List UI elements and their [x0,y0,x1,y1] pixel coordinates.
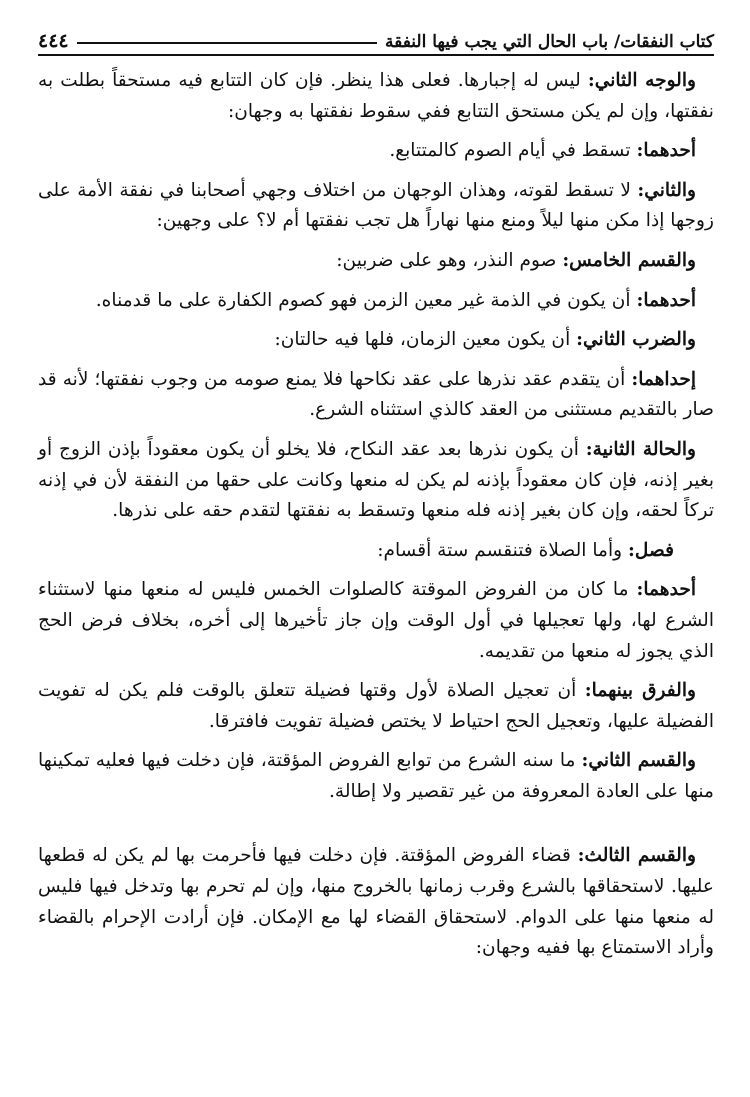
page-number: ٤٤٤ [38,30,69,52]
paragraph-text: أن يكون في الذمة غير معين الزمن فهو كصوم الكفارة على ما قدمناه. [95,289,637,311]
paragraph-lead: والضرب الثاني: [576,329,696,351]
paragraph-lead: أحدهما: [636,289,696,311]
paragraph [38,676,714,737]
running-header [38,24,714,56]
paragraph [38,841,714,963]
section-label: فصل: [628,539,674,561]
paragraph [38,435,714,527]
section-heading-paragraph [38,536,714,567]
header-divider [77,42,377,44]
paragraph [38,365,714,426]
paragraph [38,746,714,807]
paragraph-text: أن يكون نذرها بعد عقد النكاح، فلا يخلو أن يكون معقوداً بإذن الزوج أو بغير إذنه، فإن كان معقوداً بإذنه لم يكن له منعها وكانت على حقها من النفقة لأن في إذنه تركاً لحقه، وإن كان بغير إذنه فله منعها وتسقط به نفقتها لتقدم حقه على نذرها. [38,438,714,522]
paragraph-text: أن يكون معين الزمان، فلها فيه حالتان: [274,329,577,351]
paragraph-lead: والثاني: [637,179,696,201]
paragraph [38,575,714,667]
paragraph [38,66,714,127]
paragraph-lead: والقسم الخامس: [562,249,696,271]
header-title: كتاب النفقات/ باب الحال التي يجب فيها النفقة [384,32,714,52]
paragraph-lead: إحداهما: [631,368,696,390]
paragraph [38,286,714,317]
paragraph-text: لا تسقط لقوته، وهذان الوجهان من اختلاف وجهي أصحابنا في نفقة الأمة على زوجها إذا مكن منها ليلاً ومنع منها نهاراً هل تجب نفقتها أم لا؟ على وجهين: [38,179,714,232]
paragraph-text: ليس له إجبارها. فعلى هذا ينظر. فإن كان التتابع فيه مستحقاً بطلت به نفقتها، وإن لم يكن مستحق التتابع ففي سقوط نفقتها به وجهان: [38,70,714,122]
paragraph-lead: والوجه الثاني: [587,70,696,91]
paragraph-lead: والفرق بينهما: [584,680,696,702]
paragraph-lead: أحدهما: [636,140,696,162]
paragraph-text: تسقط في أيام الصوم كالمتتابع. [389,140,637,162]
paragraph-text: أن تعجيل الصلاة لأول وقتها فضيلة تتعلق بالوقت فلم يكن له تفويت الفضيلة عليها، وتعجيل الحج احتياط لا يختص فضيلة تفويت فافترقا. [38,680,714,732]
paragraph-text: صوم النذر، وهو على ضربين: [336,249,563,271]
paragraph-text: أن يتقدم عقد نذرها على عقد نكاحها فلا يمنع صومه من وجوب نفقتها؛ لأنه قد صار بالتقديم مستثنى من العقد كالذي استثناه الشرع. [38,368,714,421]
paragraph-lead: والقسم الثاني: [581,750,696,772]
paragraph-lead: والحالة الثانية: [585,438,697,460]
paragraph [38,176,714,237]
paragraph-text: وأما الصلاة فتنقسم ستة أقسام: [377,539,629,561]
paragraph [38,325,714,356]
paragraph [38,246,714,277]
paragraph-lead: أحدهما: [636,579,696,601]
paragraph-text: ما سنه الشرع من توابع الفروض المؤقتة، فإن دخلت فيها فعليه تمكينها منها على العادة المعروفة من غير تقصير ولا إطالة. [38,750,714,802]
paragraph-text: ما كان من الفروض الموقتة كالصلوات الخمس فليس له منعها منها لاستثناء الشرع لها، ولها تعجيلها في أول الوقت وإن جاز تأخيرها إلى أخره، بخلاف فرض الحج الذي يجوز له منعها من تقديمه. [38,579,714,662]
paragraph-text: قضاء الفروض المؤقتة. فإن دخلت فيها فأحرمت بها لم يكن له قطعها عليها. لاستحقاقها بالشرع وقرب زمانها بالخروج منها، وإن لم تحرم بها وتدخل فيها فليس له منعها منها على الدوام. لاستحقاق القضاء لها مع الإمكان. فإن أرادت الإحرام بالقضاء وأراد الاستمتاع بها ففيه وجهان: [38,845,714,959]
paragraph-lead: والقسم الثالث: [577,845,696,867]
paragraph [38,136,714,167]
body-text [38,66,714,964]
book-page [38,24,714,973]
